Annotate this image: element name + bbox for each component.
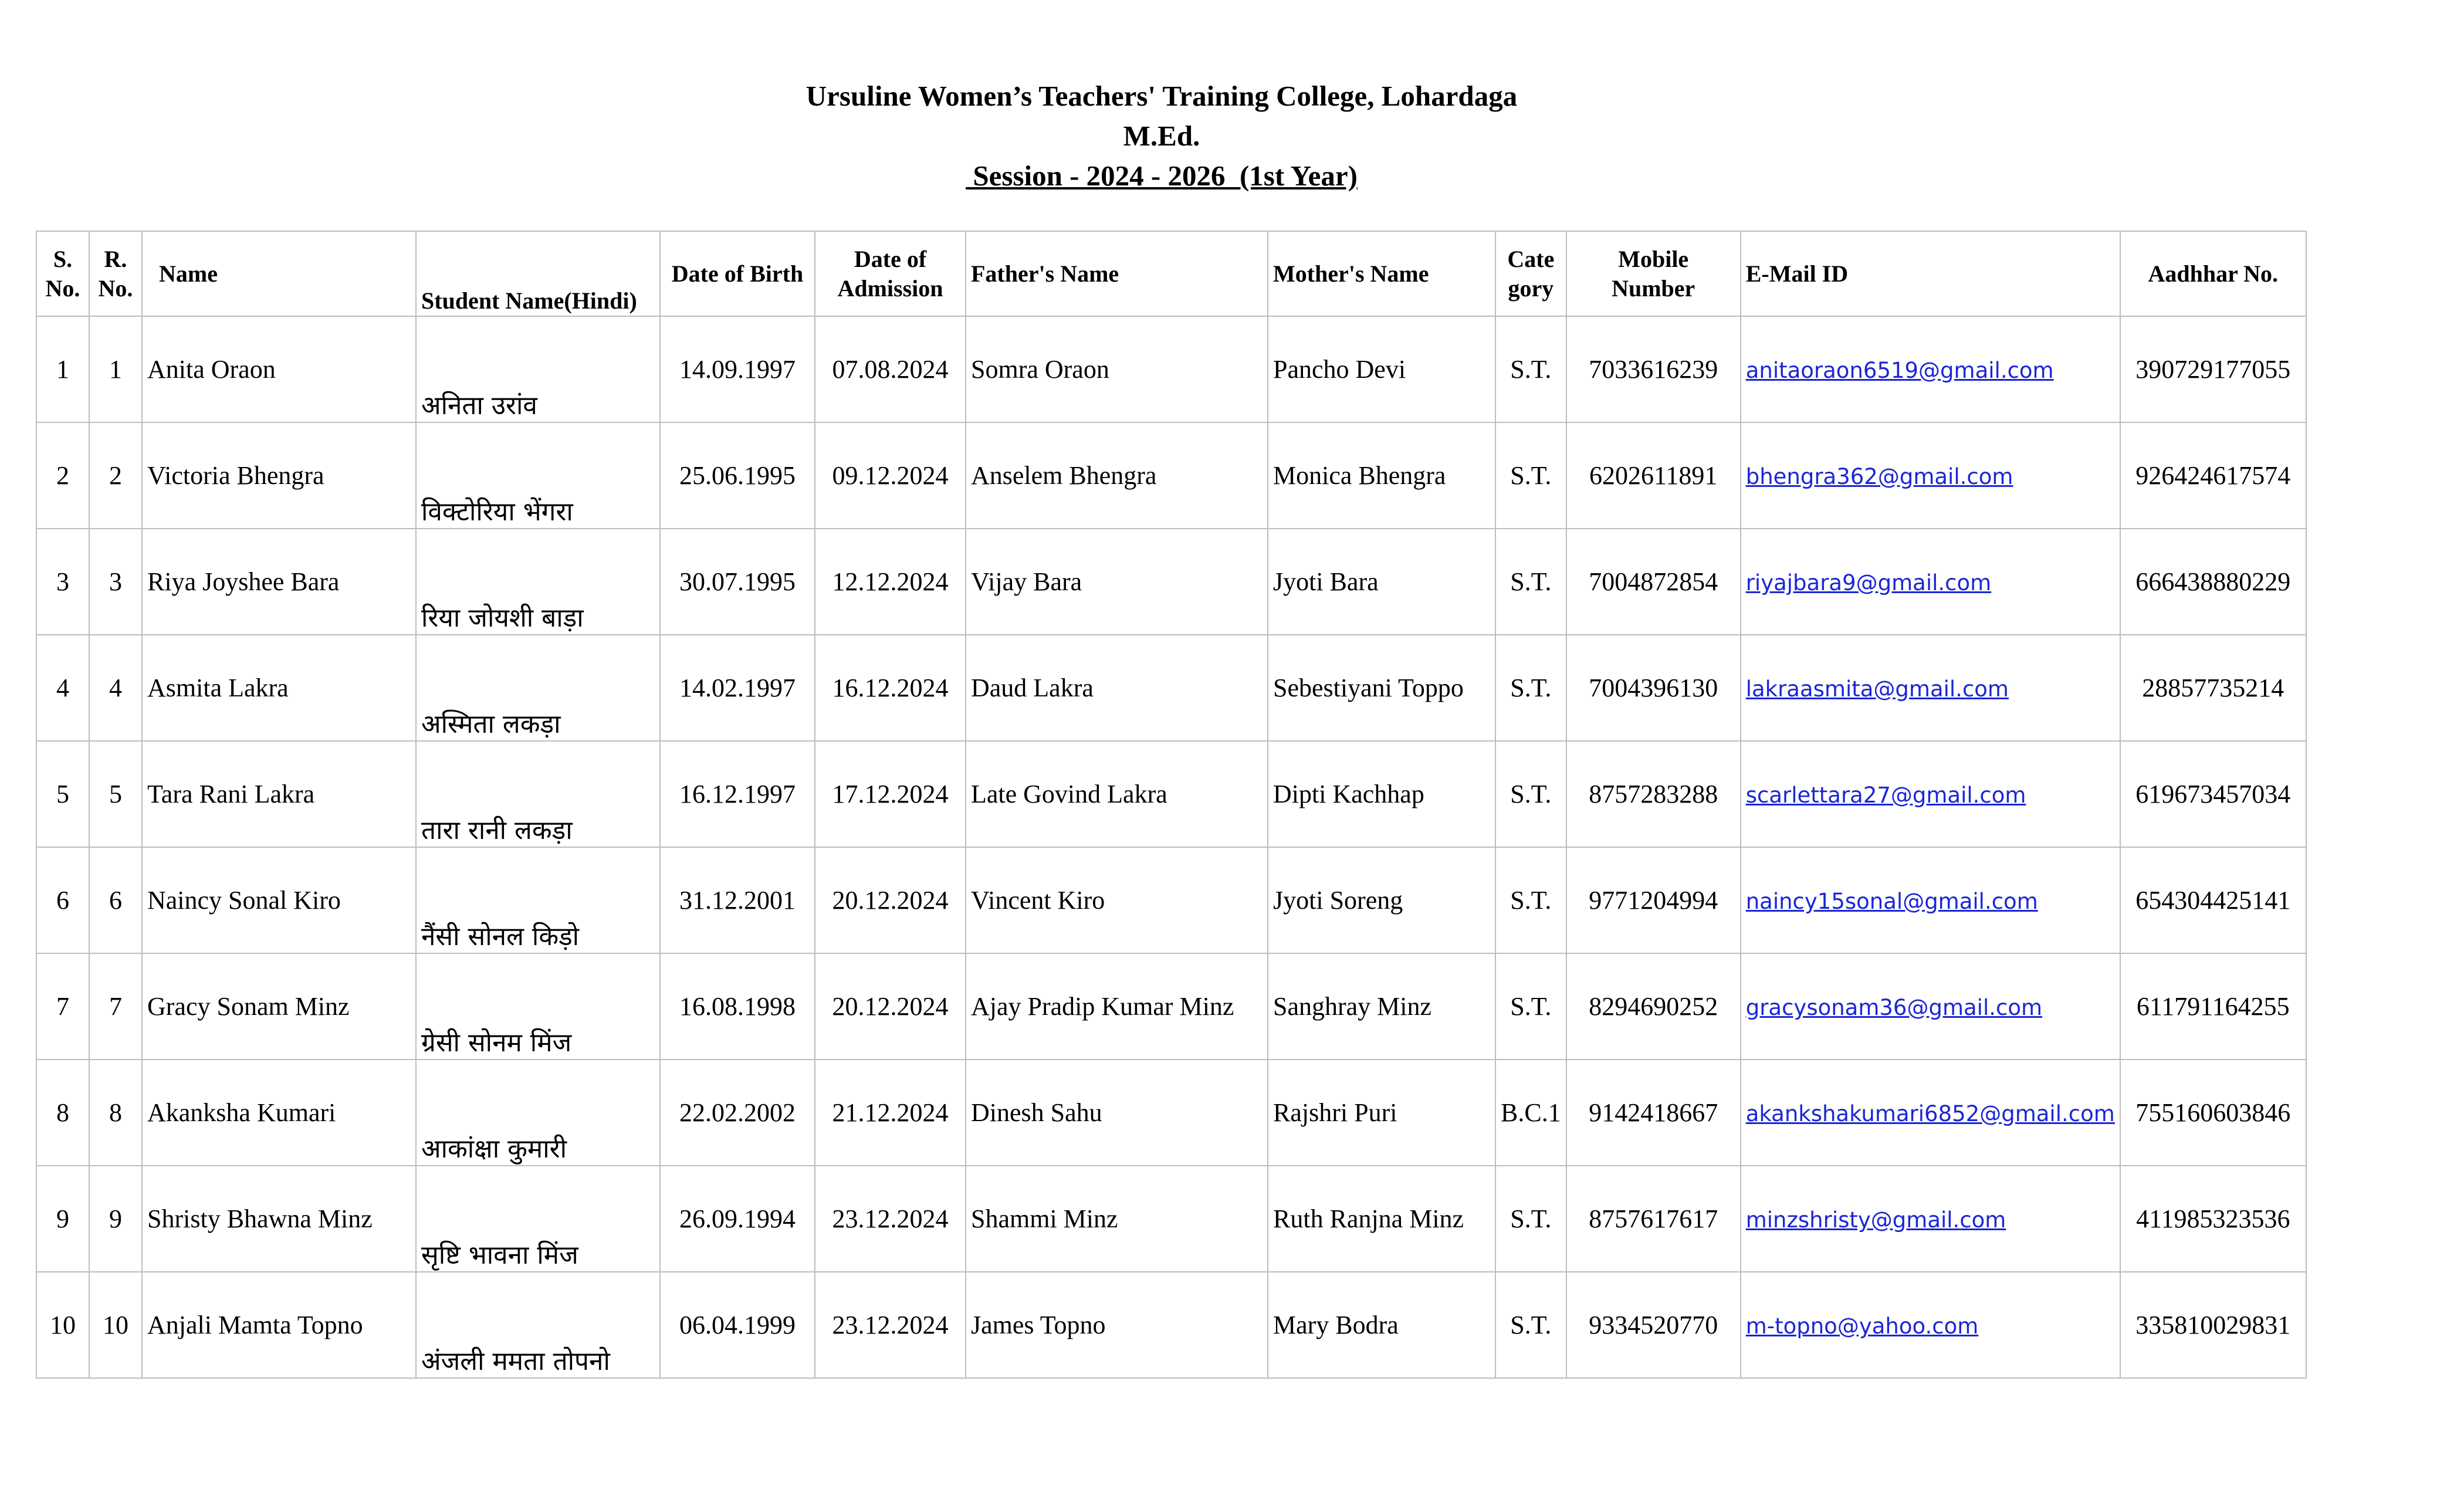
cell-mother: Sanghray Minz [1268,953,1495,1060]
header-mobile: Mobile Number [1566,231,1741,316]
cell-aadhaar: 926424617574 [2120,422,2306,529]
cell-category: S.T. [1495,316,1566,422]
cell-name: Asmita Lakra [142,635,416,741]
cell-doa: 20.12.2024 [815,847,966,953]
cell-rno: 9 [89,1166,142,1272]
cell-category: B.C.1 [1495,1060,1566,1166]
cell-father: Anselem Bhengra [966,422,1268,529]
cell-father: Somra Oraon [966,316,1268,422]
cell-rno: 8 [89,1060,142,1166]
cell-category: S.T. [1495,1166,1566,1272]
email-link[interactable]: bhengra362@gmail.com [1745,464,2013,489]
table-row [36,847,2306,953]
email-link[interactable]: riyajbara9@gmail.com [1745,570,1992,595]
cell-mobile: 9142418667 [1566,1060,1741,1166]
cell-sno: 6 [36,847,89,953]
email-link[interactable]: minzshristy@gmail.com [1745,1207,2006,1233]
cell-mobile: 8757283288 [1566,741,1741,847]
table-row [36,1166,2306,1272]
cell-sno: 4 [36,635,89,741]
cell-dob: 25.06.1995 [660,422,815,529]
student-roster-table [36,231,2307,1379]
cell-category: S.T. [1495,422,1566,529]
cell-father: James Topno [966,1272,1268,1378]
cell-rno: 4 [89,635,142,741]
cell-rno: 1 [89,316,142,422]
cell-dob: 16.12.1997 [660,741,815,847]
cell-dob: 26.09.1994 [660,1166,815,1272]
cell-sno: 5 [36,741,89,847]
cell-doa: 07.08.2024 [815,316,966,422]
cell-email [1741,1166,2120,1272]
cell-mother: Pancho Devi [1268,316,1495,422]
cell-dob: 14.02.1997 [660,635,815,741]
cell-hindi-name: रिया जोयशी बाड़ा [416,529,660,635]
cell-sno: 10 [36,1272,89,1378]
cell-mobile: 7004872854 [1566,529,1741,635]
cell-name: Anita Oraon [142,316,416,422]
cell-sno: 2 [36,422,89,529]
cell-sno: 8 [36,1060,89,1166]
cell-doa: 12.12.2024 [815,529,966,635]
course-name: M.Ed. [1123,120,1200,152]
cell-father: Ajay Pradip Kumar Minz [966,953,1268,1060]
cell-doa: 16.12.2024 [815,635,966,741]
cell-mother: Monica Bhengra [1268,422,1495,529]
cell-aadhaar: 755160603846 [2120,1060,2306,1166]
cell-hindi-name: सृष्टि भावना मिंज [416,1166,660,1272]
cell-email [1741,1060,2120,1166]
cell-email [1741,953,2120,1060]
cell-hindi-name: आकांक्षा कुमारी [416,1060,660,1166]
cell-doa: 23.12.2024 [815,1272,966,1378]
email-link[interactable]: anitaoraon6519@gmail.com [1745,358,2054,383]
cell-dob: 30.07.1995 [660,529,815,635]
cell-father: Vincent Kiro [966,847,1268,953]
cell-hindi-name: अस्मिता लकड़ा [416,635,660,741]
cell-rno: 6 [89,847,142,953]
header-rno: R. No. [89,231,142,316]
cell-name: Akanksha Kumari [142,1060,416,1166]
cell-aadhaar: 28857735214 [2120,635,2306,741]
email-link[interactable]: lakraasmita@gmail.com [1745,676,2009,702]
cell-mother: Dipti Kachhap [1268,741,1495,847]
cell-doa: 21.12.2024 [815,1060,966,1166]
cell-aadhaar: 390729177055 [2120,316,2306,422]
header-category: Cate gory [1495,231,1566,316]
cell-aadhaar: 666438880229 [2120,529,2306,635]
cell-hindi-name: नैंसी सोनल किड़ो [416,847,660,953]
cell-aadhaar: 611791164255 [2120,953,2306,1060]
cell-mother: Ruth Ranjna Minz [1268,1166,1495,1272]
cell-rno: 2 [89,422,142,529]
header-name: Name [142,231,416,316]
cell-doa: 09.12.2024 [815,422,966,529]
cell-name: Shristy Bhawna Minz [142,1166,416,1272]
cell-category: S.T. [1495,741,1566,847]
email-link[interactable]: naincy15sonal@gmail.com [1745,889,2038,914]
cell-email [1741,1272,2120,1378]
cell-name: Anjali Mamta Topno [142,1272,416,1378]
cell-father: Dinesh Sahu [966,1060,1268,1166]
header-father: Father's Name [966,231,1268,316]
email-link[interactable]: m-topno@yahoo.com [1745,1314,1979,1339]
cell-father: Late Govind Lakra [966,741,1268,847]
cell-hindi-name: अनिता उरांव [416,316,660,422]
cell-mobile: 6202611891 [1566,422,1741,529]
header-dob: Date of Birth [660,231,815,316]
cell-mother: Sebestiyani Toppo [1268,635,1495,741]
table-row [36,953,2306,1060]
cell-mobile: 8294690252 [1566,953,1741,1060]
cell-aadhaar: 411985323536 [2120,1166,2306,1272]
cell-doa: 23.12.2024 [815,1166,966,1272]
cell-mobile: 9334520770 [1566,1272,1741,1378]
header-sno: S. No. [36,231,89,316]
cell-aadhaar: 335810029831 [2120,1272,2306,1378]
header-hindi-name: Student Name(Hindi) [416,231,660,316]
cell-mobile: 7033616239 [1566,316,1741,422]
cell-mother: Mary Bodra [1268,1272,1495,1378]
email-link[interactable]: scarlettara27@gmail.com [1745,783,2026,808]
table-header-row [36,231,2306,316]
cell-name: Riya Joyshee Bara [142,529,416,635]
cell-dob: 22.02.2002 [660,1060,815,1166]
cell-name: Naincy Sonal Kiro [142,847,416,953]
cell-hindi-name: विक्टोरिया भेंगरा [416,422,660,529]
cell-mobile: 8757617617 [1566,1166,1741,1272]
table-row [36,422,2306,529]
cell-sno: 7 [36,953,89,1060]
cell-hindi-name: ग्रेसी सोनम मिंज [416,953,660,1060]
cell-mother: Jyoti Bara [1268,529,1495,635]
cell-email [1741,422,2120,529]
cell-email [1741,635,2120,741]
session-line: Session - 2024 - 2026 (1st Year) [966,160,1358,192]
cell-rno: 10 [89,1272,142,1378]
header-aadhaar: Aadhhar No. [2120,231,2306,316]
email-link[interactable]: akankshakumari6852@gmail.com [1745,1101,2115,1126]
header-mother: Mother's Name [1268,231,1495,316]
cell-category: S.T. [1495,953,1566,1060]
table-row [36,635,2306,741]
cell-category: S.T. [1495,635,1566,741]
cell-sno: 9 [36,1166,89,1272]
cell-sno: 1 [36,316,89,422]
cell-hindi-name: तारा रानी लकड़ा [416,741,660,847]
cell-dob: 31.12.2001 [660,847,815,953]
cell-aadhaar: 654304425141 [2120,847,2306,953]
cell-sno: 3 [36,529,89,635]
cell-category: S.T. [1495,1272,1566,1378]
cell-name: Tara Rani Lakra [142,741,416,847]
cell-rno: 3 [89,529,142,635]
cell-category: S.T. [1495,529,1566,635]
cell-dob: 16.08.1998 [660,953,815,1060]
table-row [36,316,2306,422]
cell-dob: 06.04.1999 [660,1272,815,1378]
cell-email [1741,741,2120,847]
header-email: E-Mail ID [1741,231,2120,316]
cell-dob: 14.09.1997 [660,316,815,422]
cell-name: Victoria Bhengra [142,422,416,529]
header-doa: Date of Admission [815,231,966,316]
table-row [36,1060,2306,1166]
cell-father: Shammi Minz [966,1166,1268,1272]
cell-father: Daud Lakra [966,635,1268,741]
cell-rno: 5 [89,741,142,847]
cell-hindi-name: अंजली ममता तोपनो [416,1272,660,1378]
table-row [36,529,2306,635]
cell-mobile: 7004396130 [1566,635,1741,741]
cell-category: S.T. [1495,847,1566,953]
table-row [36,741,2306,847]
cell-email [1741,847,2120,953]
cell-rno: 7 [89,953,142,1060]
email-link[interactable]: gracysonam36@gmail.com [1745,995,2043,1020]
cell-father: Vijay Bara [966,529,1268,635]
cell-doa: 17.12.2024 [815,741,966,847]
cell-mother: Rajshri Puri [1268,1060,1495,1166]
cell-email [1741,529,2120,635]
cell-doa: 20.12.2024 [815,953,966,1060]
cell-email [1741,316,2120,422]
table-row [36,1272,2306,1378]
cell-mobile: 9771204994 [1566,847,1741,953]
college-title: Ursuline Women’s Teachers' Training College, Lohardaga [805,80,1518,112]
cell-name: Gracy Sonam Minz [142,953,416,1060]
document-header [0,76,2323,196]
cell-aadhaar: 619673457034 [2120,741,2306,847]
cell-mother: Jyoti Soreng [1268,847,1495,953]
